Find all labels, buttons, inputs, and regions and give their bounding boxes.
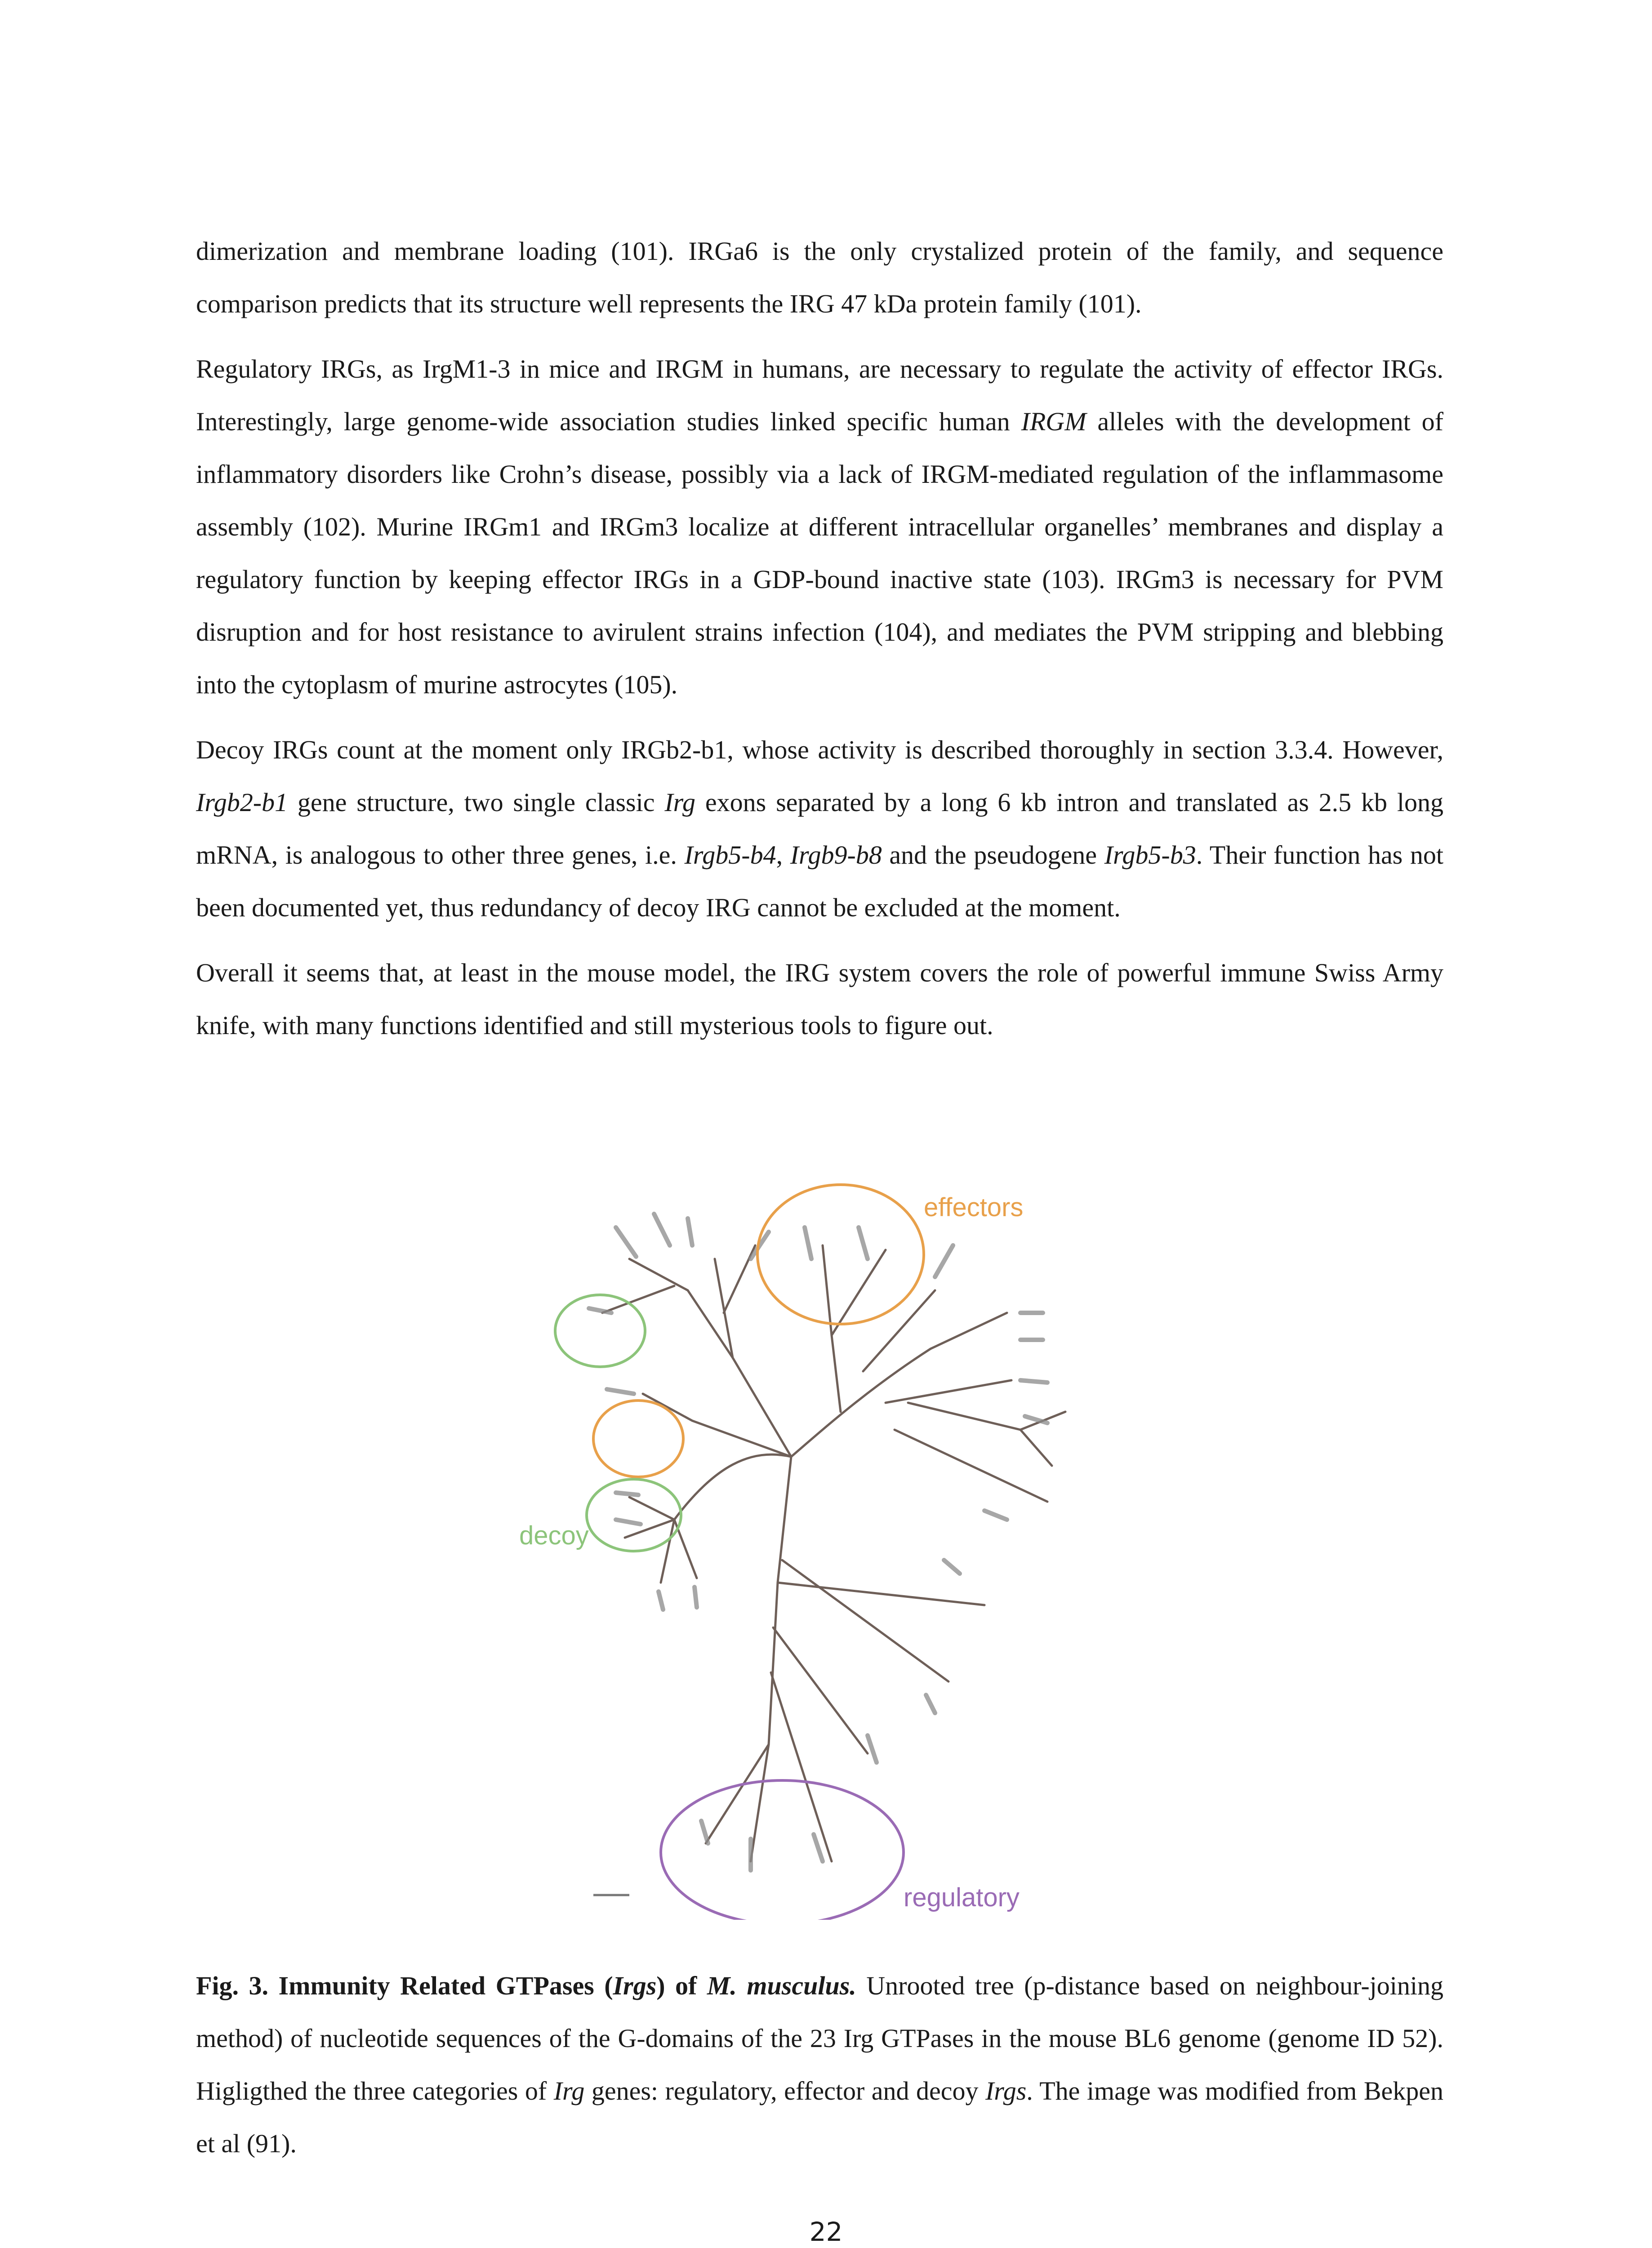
leaf-mark xyxy=(926,1695,935,1713)
branch-green1b xyxy=(602,1286,674,1313)
text-run: . The image was modified from Bekpen et al (91). xyxy=(196,2076,1444,2158)
branch-effectors-1 xyxy=(823,1245,841,1412)
text-run: Irg xyxy=(553,2076,585,2105)
branch-orange-left xyxy=(643,1394,791,1457)
leaf-mark xyxy=(616,1520,641,1524)
paragraph-4 xyxy=(196,946,1443,1052)
text-run: Irgs xyxy=(613,1971,657,2000)
branch-right-1 xyxy=(931,1313,1007,1349)
text-run: and the pseudogene xyxy=(882,840,1104,870)
branch-green1 xyxy=(629,1259,688,1290)
figure-caption xyxy=(196,1959,1443,2170)
phylogenetic-tree-figure xyxy=(481,1178,1101,1920)
leaf-mark xyxy=(701,1821,708,1843)
branch-down-3 xyxy=(782,1560,948,1682)
effector-group-ellipse-left xyxy=(593,1401,683,1477)
leaf-mark xyxy=(1020,1380,1047,1383)
leaf-mark xyxy=(616,1493,638,1495)
branch-down-4 xyxy=(773,1628,868,1753)
branch-left-arc xyxy=(674,1454,791,1520)
leaf-mark xyxy=(616,1227,636,1257)
leaf-mark xyxy=(659,1592,663,1610)
tree-branches xyxy=(602,1245,1065,1861)
regulatory-label: regulatory xyxy=(904,1883,1020,1912)
text-run: dimerization and membrane loading (101). IRGa6 is the only crystalized protein of the family, and sequence comparison predicts that its structure well represents the IRG 47 kDa protein family (101). xyxy=(196,236,1443,318)
leaf-mark xyxy=(868,1735,877,1762)
leaf-mark xyxy=(688,1218,692,1245)
leaf-mark xyxy=(654,1214,670,1245)
paragraph-3 xyxy=(196,723,1443,934)
text-run: Irgb9-b8 xyxy=(790,840,882,870)
paragraph-2 xyxy=(196,343,1443,711)
effectors-label: effectors xyxy=(924,1193,1024,1222)
branch-down-2 xyxy=(778,1583,984,1605)
text-run: exons separated by a long 6 kb intron and translated as 2.5 kb long mRNA, is analogous to other three genes, i.e. xyxy=(196,788,1443,870)
leaf-label-marks xyxy=(589,1214,1047,1870)
text-run: Irgb2-b1 xyxy=(196,788,288,817)
text-run: M. musculus. xyxy=(707,1971,856,2000)
branch-right-3 xyxy=(908,1403,1065,1430)
regulatory-group-ellipse xyxy=(661,1780,904,1920)
branch-left-decoy xyxy=(629,1497,674,1520)
text-run: Decoy IRGs count at the moment only IRGb2-b1, whose activity is described thoroughly in section 3.3.4. However, xyxy=(196,735,1443,764)
branch-right-2 xyxy=(886,1380,1011,1403)
decoy-group-ellipse-upper xyxy=(555,1295,645,1367)
leaf-mark xyxy=(589,1308,611,1313)
decoy-label: decoy xyxy=(519,1521,589,1550)
leaf-mark xyxy=(859,1227,868,1259)
leaf-mark xyxy=(805,1227,811,1259)
text-run: Overall it seems that, at least in the mouse model, the IRG system covers the role of powerful immune Swiss Army knife, with many functions identified and still mysterious tools to figure out. xyxy=(196,958,1443,1040)
text-run: . Their function has not been documented yet, thus redundancy of decoy IRG cannot be excluded at the moment. xyxy=(196,840,1443,922)
branch-up-main xyxy=(688,1290,791,1457)
leaf-mark xyxy=(935,1245,953,1277)
text-run: gene structure, two single classic xyxy=(288,788,665,817)
branch-left-low1 xyxy=(661,1520,674,1583)
leaf-mark xyxy=(944,1560,960,1574)
branch-right-4 xyxy=(895,1430,1047,1502)
branch-down-5 xyxy=(771,1673,832,1861)
branch-down-6 xyxy=(706,1744,769,1843)
paragraph-1 xyxy=(196,225,1443,330)
text-run: Irgs xyxy=(985,2076,1027,2105)
text-run: Irg xyxy=(664,788,696,817)
text-run: IRGM xyxy=(1021,407,1086,436)
page-number: 22 xyxy=(809,2217,843,2247)
leaf-mark xyxy=(607,1389,634,1394)
tree-svg xyxy=(481,1178,1101,1920)
text-run: Irgb5-b3 xyxy=(1104,840,1196,870)
leaf-mark xyxy=(814,1834,823,1861)
text-run: Fig. 3. Immunity Related GTPases ( xyxy=(196,1971,613,2000)
text-run: Unrooted tree (p-distance based on neighbour-joining method) of nucleotide sequences of the G-domains of the 23 Irg GTPases in the mouse BL6 genome (genome ID 52). Higligthed the three categories of xyxy=(196,1971,1443,2105)
text-run: genes: regulatory, effector and decoy xyxy=(584,2076,985,2105)
body-text xyxy=(196,225,1443,1064)
text-run: Irgb5-b4 xyxy=(684,840,776,870)
text-run: ) of xyxy=(656,1971,707,2000)
branch-right-5 xyxy=(1020,1430,1052,1466)
text-run: , xyxy=(776,840,790,870)
text-run: Regulatory IRGs, as IrgM1-3 in mice and IRGM in humans, are necessary to regulate the activity of effector IRGs. Interestingly, large genome-wide association studies linked specific human xyxy=(196,354,1443,436)
leaf-mark xyxy=(695,1587,697,1607)
text-run: alleles with the development of inflammatory disorders like Crohn’s disease, possibly via a lack of IRGM-mediated regulation of the inflammasome assembly (102). Murine IRGm1 and IRGm3 localize at different intracellular organelles’ membranes and display a regulatory function by keeping effector IRGs in a GDP-bound inactive state (103). IRGm3 is necessary for PVM disruption and for host resistance to avirulent strains infection (104), and mediates the PVM stripping and blebbing into the cytoplasm of murine astrocytes (105). xyxy=(196,407,1443,699)
effectors-group-ellipse xyxy=(757,1185,924,1324)
branch-down-main xyxy=(751,1457,791,1861)
leaf-mark xyxy=(984,1511,1007,1520)
